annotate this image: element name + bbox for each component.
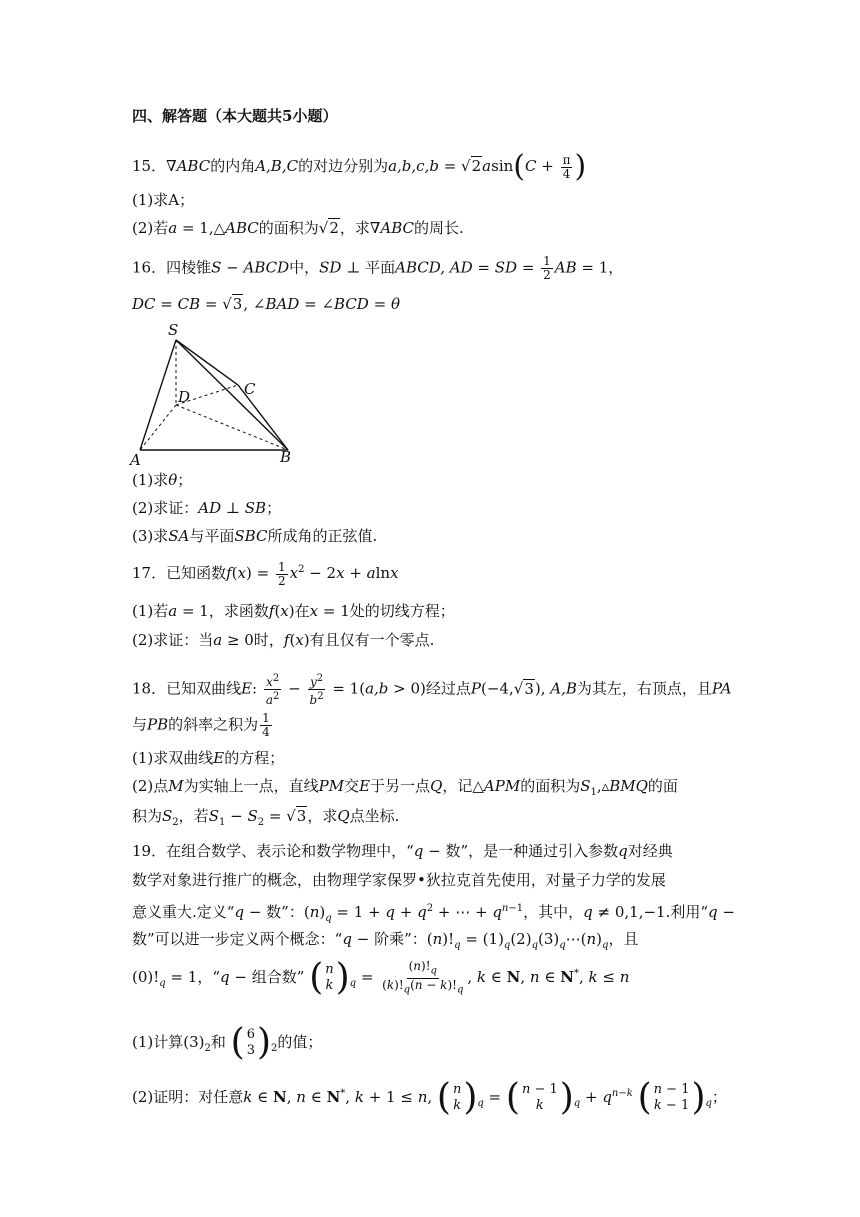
problem-15-intro: 15．∇ABC的内角A,B,C的对边分别为a,b,c,b = √2asin(C + $\frac{\pi}{4}$ )	[132, 149, 587, 184]
problem-19-line4: 数”可以进一步定义两个概念：“q − 阶乘”：$(n)!_q$ = $(1)_q(2)_q(3)_q\cdots(n)_q$，且	[132, 930, 639, 951]
problem-17-q1: (1)若a = 1，求函数f(x)在x = 1处的切线方程；	[132, 602, 455, 620]
label-A: A	[130, 451, 141, 469]
label-B: B	[280, 448, 292, 466]
problem-16-q1: (1)求θ；	[132, 471, 193, 489]
problem-19-q2: (2)证明：对任意k ∈ N, n ∈ N*, k + 1 ≤ n, ( n k ) $_q$ = ( n − 1 k ) $_q + q^{n-k}$ ( n − 1 k − 1 ) $_q$；	[132, 1077, 727, 1118]
problem-16-intro2: DC = CB = √3, ∠BAD = ∠BCD = θ	[132, 295, 400, 313]
problem-18-q2b: 积为$S_2$，若$S_1 - S_2 = √3$，求Q点坐标.	[132, 807, 400, 828]
label-S: S	[168, 321, 179, 339]
section-title: 四、解答题（本大题共5小题）	[132, 107, 338, 125]
problem-18-intro: 18．已知双曲线E: $\frac{x^2}{a^2}$ − $\frac{y^2}{b^2}$ = 1(a,b > 0)经过点P(−4,√3), A,B为其左，右顶点，且PA	[132, 673, 732, 707]
problem-17-intro: 17．已知函数f(x) = $\frac{1}{2}$ $x^2 - 2x + alnx$	[132, 559, 399, 588]
problem-19-line3: 意义重大.定义“q − 数”：$(n)_q = 1 + q + q^2$ + ⋯ + $q^{n-1}$，其中，q ≠ 0,1,−1.利用“q −	[132, 903, 735, 924]
problem-18-q1: (1)求双曲线E的方程；	[132, 749, 285, 767]
label-C: C	[244, 380, 256, 398]
problem-16-q2: (2)求证：AD ⊥ SB；	[132, 499, 282, 517]
problem-19-line5: $(0)!_q = 1$，“q − 组合数” ( n k ) $_q$ = $\frac{(n)!_q}{(k)!_q(n - k)!_q}$ , k ∈ N, n ∈ N*, k ≤ n	[132, 957, 630, 998]
pyramid-figure	[128, 320, 298, 470]
edge-DA	[140, 405, 176, 450]
label-D: D	[178, 388, 191, 406]
edge-SB	[176, 340, 288, 450]
problem-19-line1: 19．在组合数学、表示论和数学物理中，“q − 数”，是一种通过引入参数q对经典	[132, 842, 673, 860]
problem-19-line2: 数学对象进行推广的概念，由物理学家保罗•狄拉克首先使用，对量子力学的发展	[132, 871, 666, 889]
problem-15-q2: (2)若a = 1,△ABC的面积为√2，求∇ABC的周长.	[132, 219, 464, 237]
problem-15-q1: (1)求A；	[132, 191, 195, 209]
problem-18-q2a: (2)点M为实轴上一点，直线PM交E于另一点Q，记△APM的面积为$S_1,▵BMQ$的面	[132, 777, 678, 798]
edge-SA	[140, 340, 176, 450]
problem-17-q2: (2)求证：当a ≥ 0时，f(x)有且仅有一个零点.	[132, 631, 435, 649]
problem-18-intro2: 与PB的斜率之积为 $\frac{1}{4}$	[132, 711, 270, 739]
problem-16-q3: (3)求SA与平面SBC所成角的正弦值.	[132, 527, 378, 545]
problem-19-q1: (1)计算$(3)_2$和 ( 6 3 ) $_2$的值；	[132, 1022, 323, 1063]
problem-16-intro: 16．四棱锥S − ABCD中，SD ⊥ 平面ABCD, AD = SD = $\frac{1}{2}$ AB = 1，	[132, 254, 624, 282]
